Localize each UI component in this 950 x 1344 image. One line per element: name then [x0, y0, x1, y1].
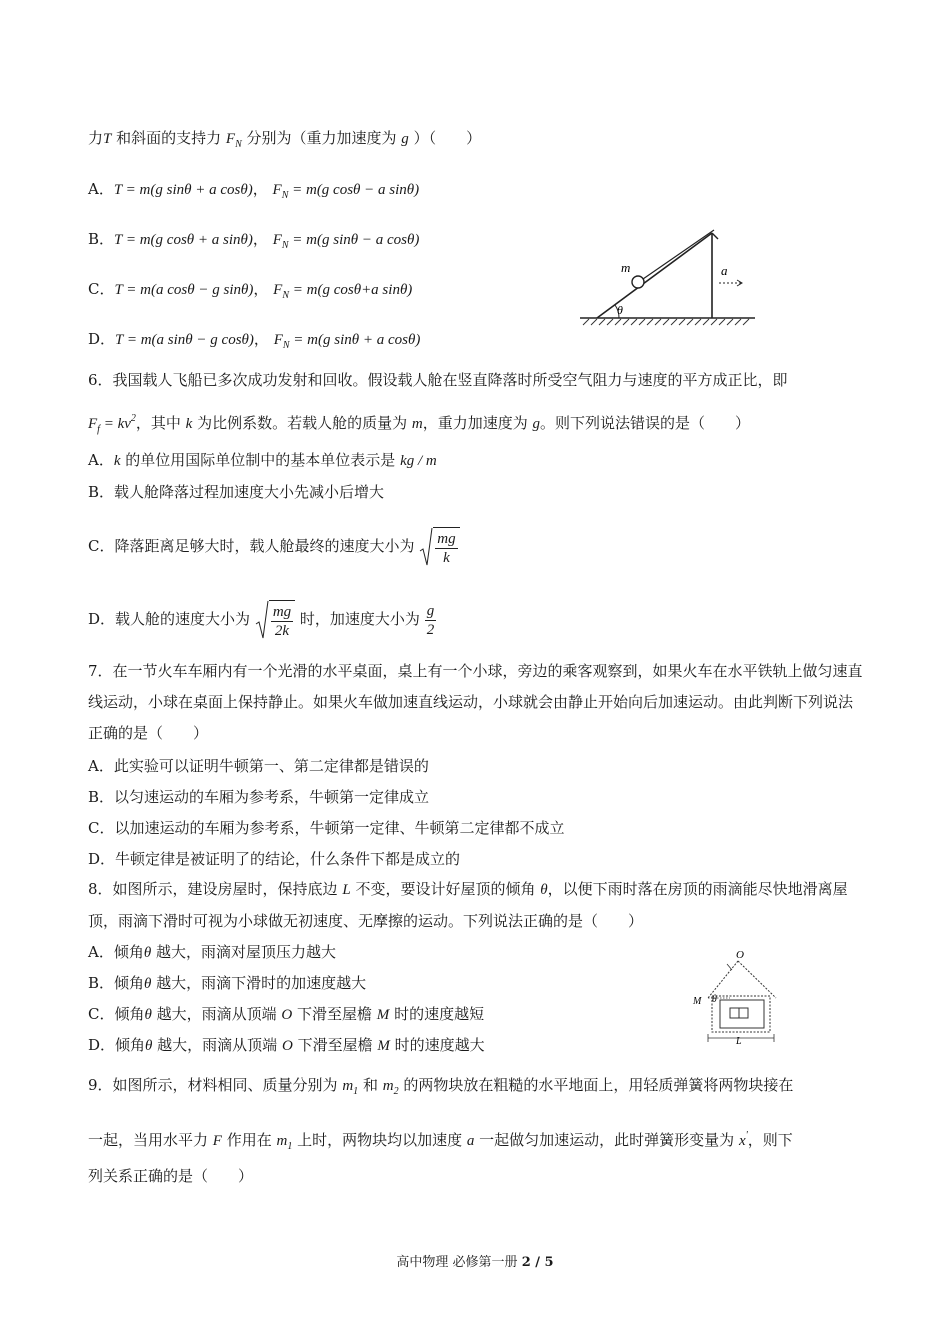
label-m: m	[621, 260, 631, 275]
sqrt-mg-over-2k: $\frac{mg}{2k}$	[255, 600, 295, 641]
q9-line1: 9．如图所示，材料相同、质量分别为 $m_1$ 和 $m_2$ 的两物块放在粗糙的水平地面上，用轻质弹簧将两物块接在	[88, 1076, 794, 1097]
q6-option-d: D．载人舱的速度大小为 $\frac{mg}{2k}$ 时，加速度大小为 $\frac{g}{2}$	[88, 599, 436, 641]
q6-option-a: A．k 的单位用国际单位制中的基本单位表示是 kg / m	[88, 451, 437, 469]
q5-option-b: B．T = m(g cosθ + a sinθ)， $F_N = m(g$ sinθ − a cosθ)	[88, 230, 420, 251]
ground-hatch	[583, 319, 749, 325]
q7-stem: 7．在一节火车车厢内有一个光滑的水平桌面，桌上有一个小球，旁边的乘客观察到，如果火车在水平铁轨上做匀速直线运动，小球在桌面上保持静止。如果火车做加速直线运动，小球就会由静止开始向后加速运动。由此判断下列说法正确的是（ ）	[88, 662, 863, 742]
ball	[632, 276, 644, 288]
page-number: 2 / 5	[521, 1255, 554, 1270]
q9-line2: 一起，当用水平力 F 作用在 $m_1$ 上时，两物块均以加速度 a 一起做匀加速运动，此时弹簧形变量为 x'，则下	[88, 1130, 793, 1152]
q6-option-b: B．载人舱降落过程加速度大小先减小后增大	[88, 483, 385, 501]
q9-line3: 列关系正确的是（ ）	[88, 1167, 254, 1185]
q5-option-c: C．T = m(a cosθ − g sinθ)， $F_N = m(g$ cosθ+a sinθ)	[88, 280, 413, 301]
sqrt-mg-over-k: $\frac{mg}{k}$	[419, 527, 459, 568]
q8-stem: 8．如图所示，建设房屋时，保持底边 L 不变，要设计好屋顶的倾角 θ，以便下雨时落在房顶的雨滴能尽快地滑离屋顶，雨滴下滑时可视为小球做无初速度、无摩擦的运动。下列说法正确的是（ ）	[88, 880, 848, 930]
house-outline	[712, 996, 770, 1032]
q8-option-a: A．倾角θ 越大，雨滴对屋顶压力越大	[88, 943, 336, 961]
roof-left	[708, 961, 738, 998]
house-figure	[690, 946, 790, 1046]
house-wall	[720, 1000, 764, 1028]
q7-option-a: A．此实验可以证明牛顿第一、第二定律都是错误的	[88, 757, 429, 775]
page-footer: 高中物理 必修第一册 2 / 5	[396, 1255, 554, 1270]
label-theta-roof: θ	[712, 994, 717, 1005]
label-L: L	[736, 1036, 742, 1046]
label-theta: θ	[617, 303, 623, 317]
q6-stem-line2: $F_f = kv^2$，其中 k 为比例系数。若载人舱的质量为 m，重力加速度为 g。则下列说法错误的是（ ）	[88, 413, 751, 435]
q5-stem-tail: 力T 和斜面的支持力 $F_N$ 分别为（重力加速度为 g ）（ ）	[88, 129, 482, 150]
q7-option-b: B．以匀速运动的车厢为参考系，牛顿第一定律成立	[88, 788, 430, 806]
incline-surface	[597, 233, 712, 318]
q6-stem-line1: 6．我国载人飞船已多次成功发射和回收。假设载人舱在竖直降落时所受空气阻力与速度的平方成正比，即	[88, 371, 788, 389]
q5-option-a: A．T = m(g sinθ + a cosθ)， $F_N = m(g$ cosθ − a sinθ)	[88, 180, 420, 201]
q7-option-d: D．牛顿定律是被证明了的结论，什么条件下都是成立的	[88, 850, 461, 868]
rope	[643, 230, 714, 279]
incline-figure	[575, 225, 760, 330]
q8-option-d: D．倾角θ 越大，雨滴从顶端 O 下滑至屋檐 M 时的速度越大	[88, 1036, 485, 1054]
label-a: a	[721, 263, 728, 278]
q8-option-b: B．倾角θ 越大，雨滴下滑时的加速度越大	[88, 974, 367, 992]
roof-right	[738, 961, 776, 998]
q5-option-d: D．T = m(a sinθ − g cosθ)， $F_N = m(g$ sinθ + a cosθ)	[88, 330, 421, 351]
q7-option-c: C．以加速运动的车厢为参考系，牛顿第一定律、牛顿第二定律都不成立	[88, 819, 565, 837]
q8-option-c: C．倾角θ 越大，雨滴从顶端 O 下滑至屋檐 M 时的速度越短	[88, 1005, 485, 1023]
label-M: M	[693, 996, 702, 1007]
q6-option-c: C．降落距离足够大时，载人舱最终的速度大小为 $\frac{mg}{k}$	[88, 526, 460, 568]
label-O: O	[736, 949, 744, 961]
